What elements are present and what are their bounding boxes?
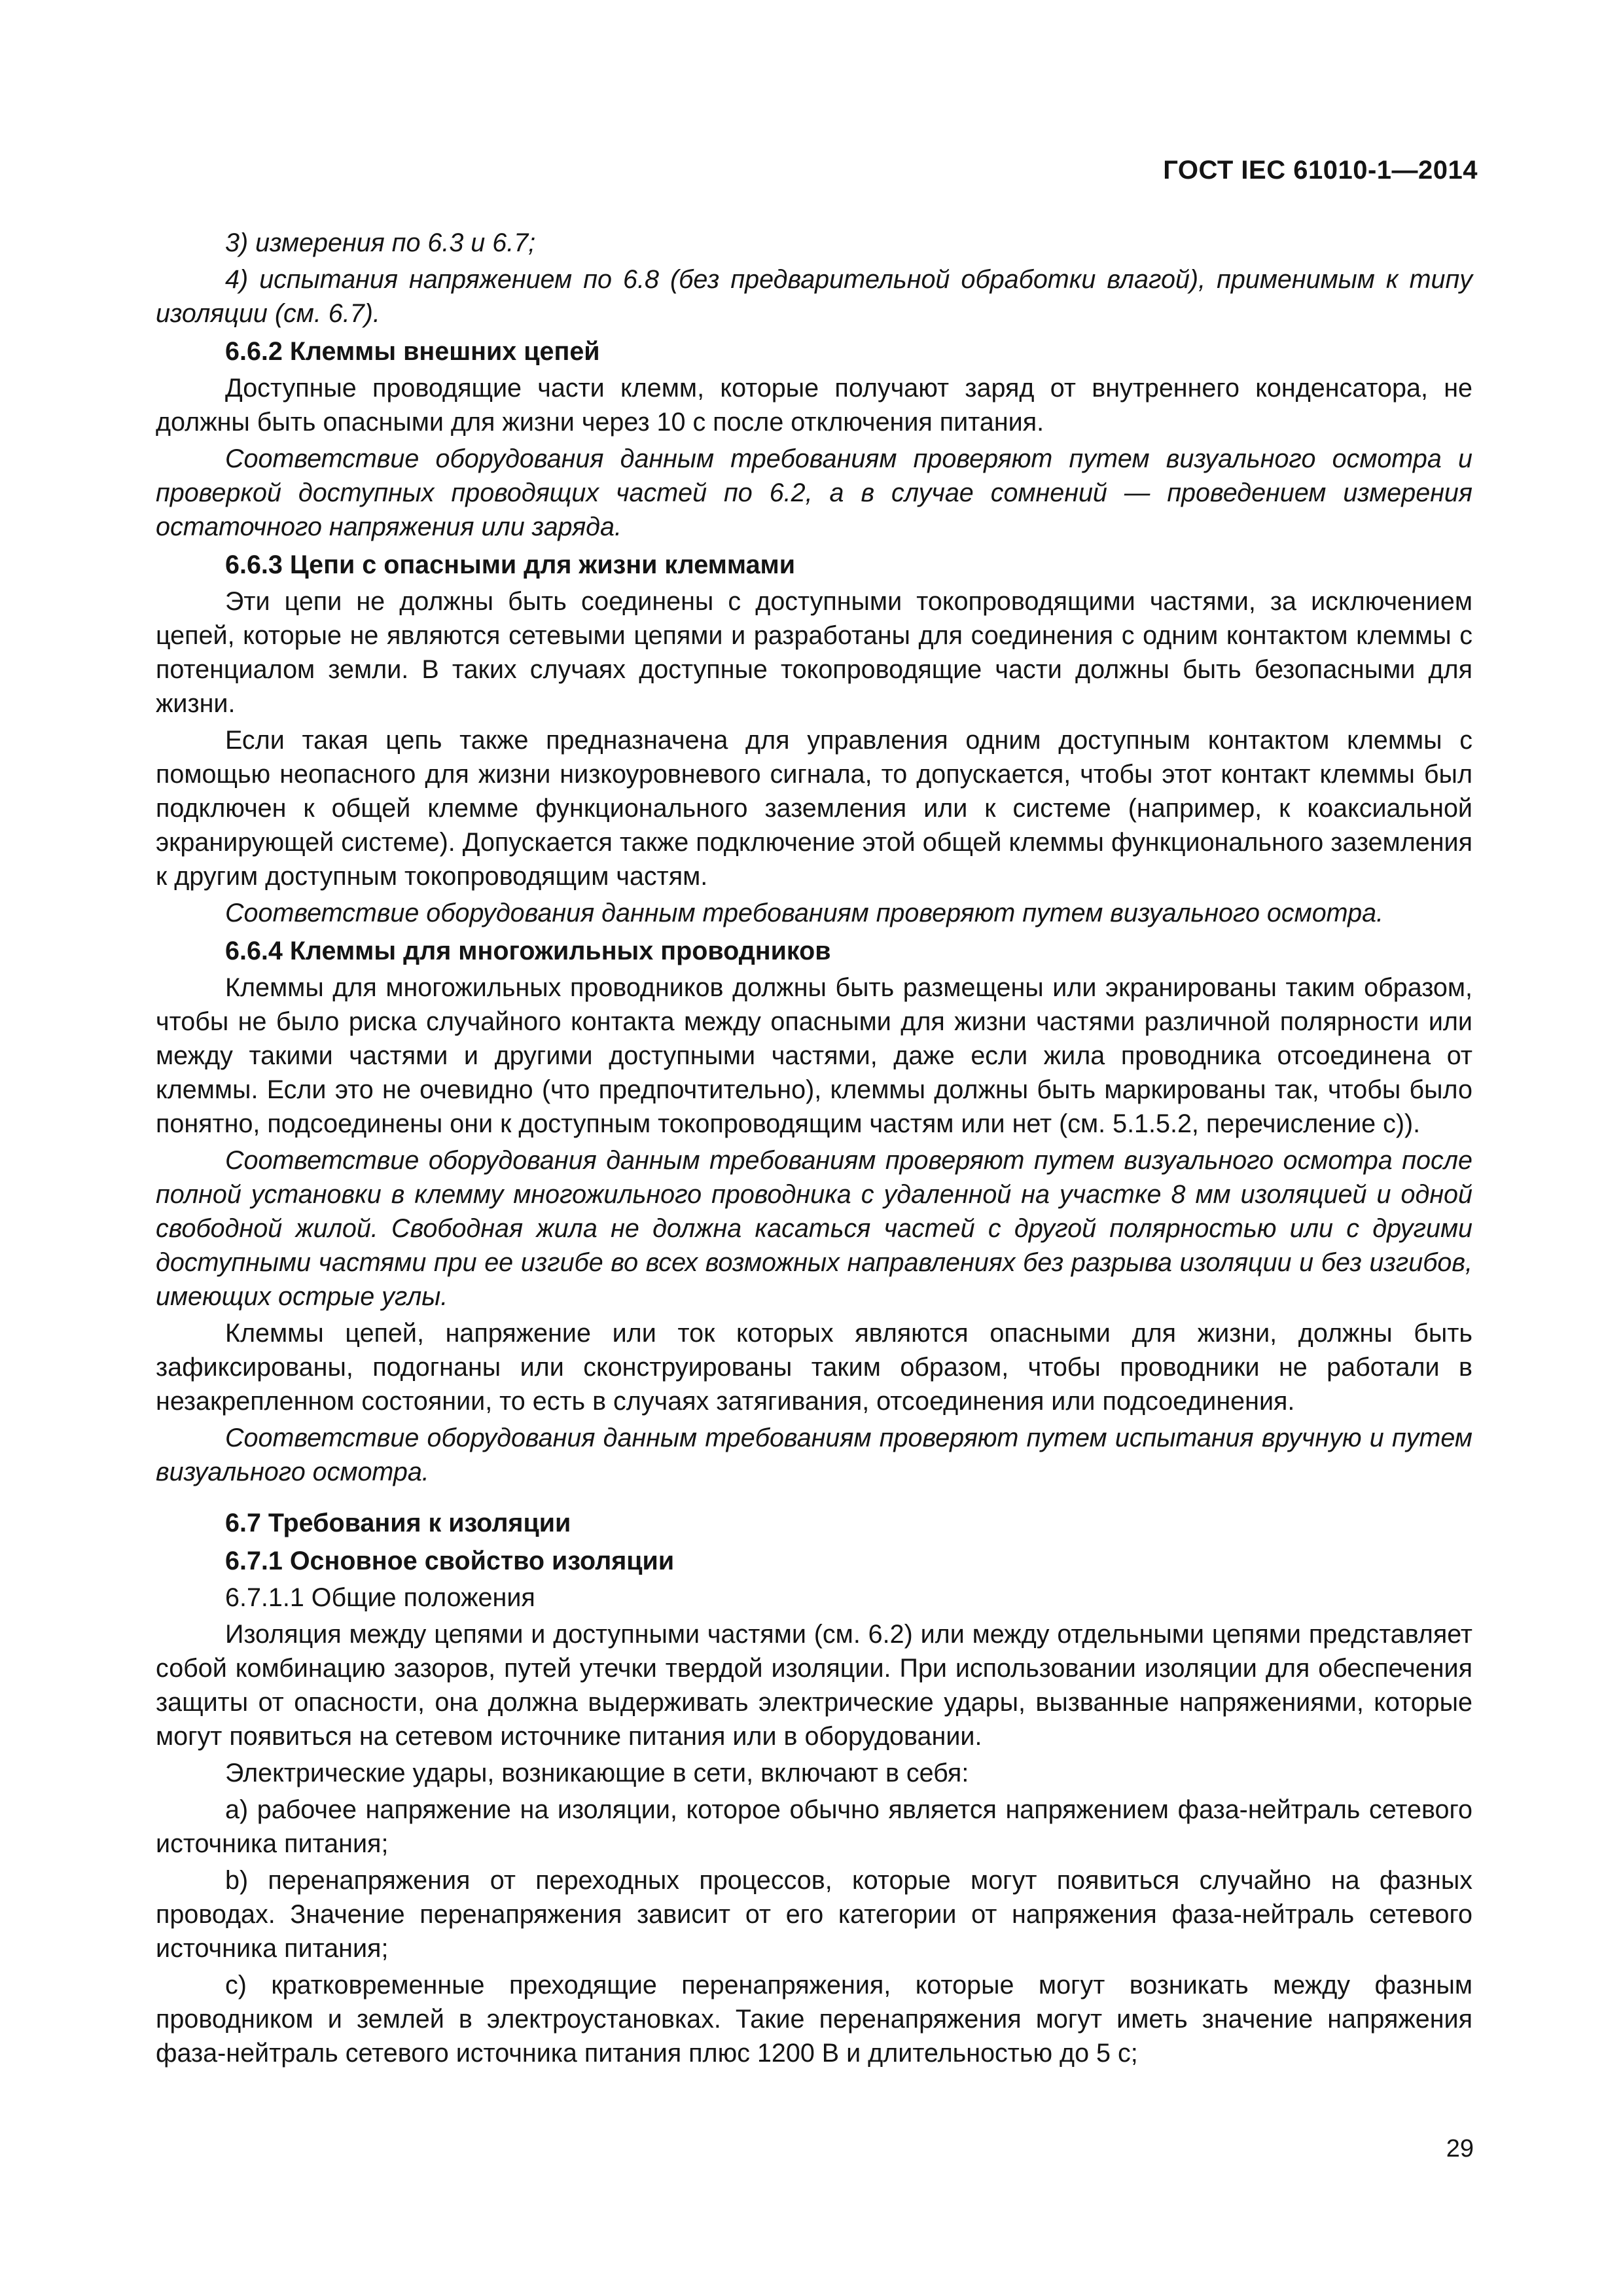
paragraph: Если такая цепь также предназначена для управления одним доступным контактом клеммы с помощью неопасного для жизни низкоуровневого сигнала, то допускается, чтобы этот контакт клеммы был подключен к общей клемме функционального заземления или к системе (например, к коаксиальной экранирующей системе). Допускается также подключение этой общей клеммы функционального заземления к другим доступным токопроводящим частям. xyxy=(156,726,1472,891)
section-heading: 6.6.4 Клеммы для многожильных проводников xyxy=(225,937,831,965)
paragraph: Соответствие оборудования данным требованиям проверяют путем визуального осмотра. xyxy=(225,899,1384,927)
section-heading: 6.6.3 Цепи с опасными для жизни клеммами xyxy=(225,550,796,579)
paragraph: Клеммы для многожильных проводников должны быть размещены или экранированы таким образом, чтобы не было риска случайного контакта между опасными для жизни частями различной полярности или между такими частями и другими доступными частями, даже если жила проводника отсоединена от клеммы. Если это не очевидно (что предпочтительно), клеммы должны быть маркированы так, чтобы было понятно, подсоединены они к доступным токопроводящим частям или нет (см. 5.1.5.2, перечисление с)). xyxy=(156,973,1472,1138)
paragraph: Соответствие оборудования данным требованиям проверяют путем испытания вручную и путем визуального осмотра. xyxy=(156,1424,1472,1486)
paragraph: 3) измерения по 6.3 и 6.7; xyxy=(225,228,536,257)
paragraph: Доступные проводящие части клемм, которые получают заряд от внутреннего конденсатора, не должны быть опасными для жизни через 10 с после отключения питания. xyxy=(156,374,1472,437)
section-heading: 6.7.1 Основное свойство изоляции xyxy=(225,1547,675,1575)
paragraph: a) рабочее напряжение на изоляции, которое обычно является напряжением фаза-нейтраль сетевого источника питания; xyxy=(156,1795,1472,1858)
paragraph: b) перенапряжения от переходных процессов, которые могут появиться случайно на фазных проводах. Значение перенапряжения зависит от его категории от напряжения фаза-нейтраль сетевого источника питания; xyxy=(156,1866,1472,1963)
paragraph: Изоляция между цепями и доступными частями (см. 6.2) или между отдельными цепями представляет собой комбинацию зазоров, путей утечки твердой изоляции. При использовании изоляции для обеспечения защиты от опасности, она должна выдерживать электрические удары, вызванные напряжениями, которые могут появиться на сетевом источнике питания или в оборудовании. xyxy=(156,1620,1472,1751)
paragraph: Соответствие оборудования данным требованиям проверяют путем визуального осмотра и проверкой доступных проводящих частей по 6.2, а в случае сомнений — проведением измерения остаточного напряжения или заряда. xyxy=(156,444,1472,541)
paragraph: Электрические удары, возникающие в сети, включают в себя: xyxy=(225,1759,969,1787)
paragraph: Клеммы цепей, напряжение или ток которых являются опасными для жизни, должны быть зафиксированы, подогнаны или сконструированы таким образом, чтобы проводники не работали в незакрепленном состоянии, то есть в случаях затягивания, отсоединения или подсоединения. xyxy=(156,1319,1472,1416)
paragraph: Соответствие оборудования данным требованиям проверяют путем визуального осмотра после полной установки в клемму многожильного проводника с удаленной на участке 8 мм изоляцией и одной свободной жилой. Свободная жила не должна касаться частей с другой полярностью или с другими доступными частями при ее изгибе во всех возможных направлениях без разрыва изоляции и без изгибов, имеющих острые углы. xyxy=(156,1146,1472,1311)
paragraph: с) кратковременные преходящие перенапряжения, которые могут возникать между фазным проводником и землей в электроустановках. Такие перенапряжения могут иметь значение напряжения фаза-нейтраль сетевого источника питания плюс 1200 В и длительностью до 5 с; xyxy=(156,1971,1472,2068)
paragraph: 4) испытания напряжением по 6.8 (без предварительной обработки влагой), применимым к типу изоляции (см. 6.7). xyxy=(156,265,1472,328)
page-number: 29 xyxy=(1446,2135,1474,2162)
paragraph: Эти цепи не должны быть соединены с доступными токопроводящими частями, за исключением цепей, которые не являются сетевыми цепями и разработаны для соединения с одним контактом клеммы с потенциалом земли. В таких случаях доступные токопроводящие части должны быть безопасными для жизни. xyxy=(156,587,1472,718)
section-heading: 6.7 Требования к изоляции xyxy=(225,1509,571,1537)
standard-designation: ГОСТ IEC 61010-1—2014 xyxy=(1163,156,1478,185)
page-body xyxy=(156,226,1472,2073)
section-heading: 6.6.2 Клеммы внешних цепей xyxy=(225,337,600,366)
paragraph: 6.7.1.1 Общие положения xyxy=(225,1583,535,1612)
